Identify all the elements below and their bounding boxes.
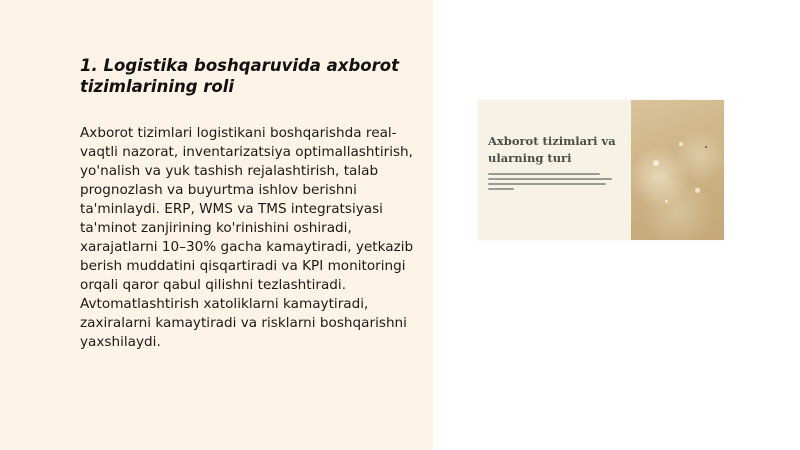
slide-title: 1. Logistika boshqaruvida axborot tizimlarining roli — [80, 56, 399, 96]
slide-thumbnail — [478, 100, 724, 240]
thumbnail-image — [631, 100, 724, 240]
bokeh-dot — [705, 146, 707, 148]
bokeh-dot — [653, 160, 659, 166]
bokeh-dot — [665, 200, 668, 203]
thumbnail-text-line — [488, 188, 514, 190]
slide-body: Axborot tizimlari logistikani boshqarishda real-vaqtli nazorat, inventarizatsiya optimallashtirish, yo'nalish va yuk tashish rejalashtirish, talab prognozlash va buyurtma ishlov berishni ta'minlaydi. ERP, WMS va TMS integratsiyasi ta'minot zanjirining ko'rinishini oshiradi, xarajatlarni 10–30% gacha kamaytiradi, yetkazib berish muddatini qisqartiradi va KPI monitoringi orqali qaror qabul qilishni tezlashtiradi. Avtomatlashtirish xatoliklarni kamaytiradi, zaxiralarni kamaytiradi va risklarni boshqarishni yaxshilaydi. — [80, 125, 414, 350]
thumbnail-text-line — [488, 178, 612, 180]
thumbnail-text-line — [488, 183, 606, 185]
bokeh-dot — [695, 188, 700, 193]
bokeh-dot — [679, 142, 683, 146]
thumbnail-title: Axborot tizimlari va ularning turi — [488, 134, 616, 165]
thumbnail-text-lines — [488, 173, 614, 193]
thumbnail-text-line — [488, 173, 600, 175]
thumbnail-text-area — [478, 100, 630, 240]
